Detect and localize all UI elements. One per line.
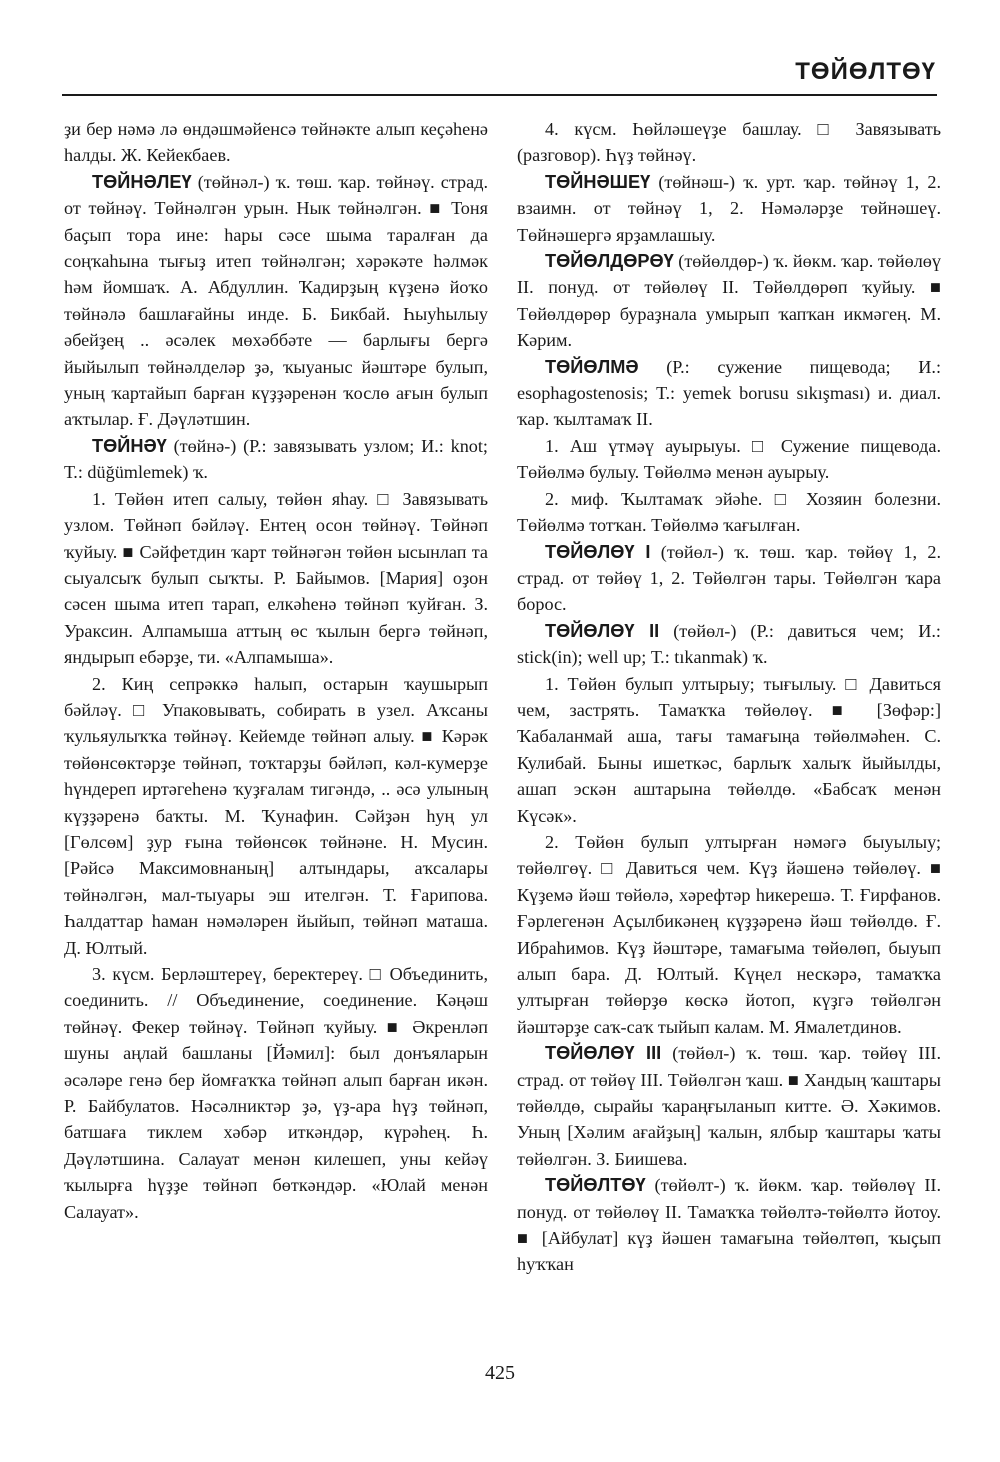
right-column: [517, 116, 941, 1278]
dictionary-entry: [517, 169, 941, 248]
entry-body: (төйөл-) ҡ. төш. ҡар. төйөү III. страд. от төйөү III. Төйөлгән ҡаш. ■ Хандың ҡаштары төйөлдө, сырайы ҡараңғыланып китте. Ә. Хәкимов. Уның [Хәлим ағайҙың] ҡалын, ялбыр ҡаштары ҡаты төйөлгән. З. Биишева.: [517, 1043, 941, 1169]
left-column: [64, 116, 488, 1225]
entry-body: (төйөлт-) ҡ. йөкм. ҡар. төйөлөү II. понуд. от төйөлөү II. Тамаҡҡа төйөлтә-төйөлтә йотоу. ■ [Айбулат] күҙ йәшен тамағына төйөлтөп, ҡыҫып һуҡҡан: [517, 1175, 941, 1275]
header-rule: [62, 94, 937, 96]
entry-sense: 1. Аш үтмәү ауырыуы. □ Сужение пищевода. Төйөлмә булыу. Төйөлмә менән ауырыу.: [517, 435, 941, 483]
entry-body: (төйөл-) ҡ. төш. ҡар. төйөү 1, 2. страд. от төйөү 1, 2. Төйөлгән тары. Төйөлгән ҡара борос.: [517, 541, 941, 615]
dictionary-entry: [517, 1040, 941, 1172]
entry-headword: ТӨЙНӘЛЕҮ: [92, 171, 192, 192]
running-head: ТӨЙӨЛТӨҮ: [795, 58, 936, 85]
entry-body: (төйнә-) (Р.: завязывать узлом; И.: knot; Т.: düğümlemek) ҡ.: [64, 435, 488, 483]
entry-headword: ТӨЙНӘШЕҮ: [545, 171, 651, 192]
entry-headword: ТӨЙӨЛМӘ: [545, 356, 639, 377]
dictionary-entry: [64, 433, 488, 486]
continued-text: ҙи бер нәмә лә өндәшмәйенсә төйнәкте алып кеҫәһенә һалды. Ж. Кейекбаев.: [64, 119, 488, 166]
entry-sense: 3. күсм. Берләштереү, беректереү. □ Объединить, соединить. // Объединение, соединение. Кәңәш төйнәү. Фекер төйнәү. Төйнәп ҡуйыу. ■ Әкренләп шуны аңлай башланы [Йәмил]: был донъяларын әсәләре генә бер йомғаҡҡа төйнәп алып барған икән. Р. Байбулатов. Нәсәлниктәр ҙә, үҙ-ара һүҙ төйнәп, батшаға тиклем хәбәр иткәндәр, күрәһең. Һ. Дәүләтшина. Салауат менән килешеп, уны кейәү ҡылырға һүҙҙе төйнәп бөткәндәр. «Юлай менән Салауат».: [64, 964, 488, 1222]
dictionary-entry: [64, 169, 488, 433]
entry-body: (төйөлдөр-) ҡ. йөкм. ҡар. төйөлөү II. понуд. от төйөлөү II. Төйөлдөрөп ҡуйыу. ■ Төйөлдөрөр бураҙнала умырып ҡапҡан икмәгең. М. Кәрим.: [517, 251, 941, 351]
dictionary-entry: [517, 248, 941, 354]
entry-headword: ТӨЙНӘҮ: [92, 435, 167, 456]
entry-sense: 1. Төйөн итеп салыу, төйөн яһау. □ Завязывать узлом. Төйнәп бәйләү. Ентең осон төйнәү. Төйнәп ҡуйыу. ■ Сәйфетдин ҡарт төйнәгән төйөн ысынлап та сыуалсыҡ булып сыҡты. Р. Байымов. [Мария] оҙон сәсен шыма итеп тарап, елкәһенә төйнәп ҡуйған. З. Ураксин. Алпамыша аттың өс ҡылын бергә төйнәп, яндырып ебәрҙе, ти. «Алпамыша».: [64, 488, 488, 668]
dictionary-entry: [517, 539, 941, 618]
entry-sense: 2. Киң сепрәккә һалып, остарын ҡаушырып бәйләү. □ Упаковывать, собирать в узел. Аҡсаны ҡульяулыҡҡа төйнәү. Кейемде төйнәп алыу. ■ Кәрәк төйөнсөктәрҙе төйнәп, тоҡтарҙы бәйләп, кәл-кумерҙе һүндереп иртәгеһенә ҡуҙғалам тигәндә, .. әсә улының күҙҙәренә баҡты. М. Ҡунафин. Сәйҙән һуң ул [Гөлсөм] ҙур ғына төйөнсөк төйнәне. Н. Мусин. [Рәйсә Максимовнаның] алтындары, аҡсалары төйнәлгән, мал-тыуары эш ителгән. Т. Ғарипова. Һалдаттар һаман нәмәләрен йыйып, төйнәп маташа. Д. Юлтый.: [64, 673, 488, 958]
entry-headword: ТӨЙӨЛӨҮ II: [545, 620, 660, 641]
entry-body: (төйөл-) (Р.: давиться чем; И.: stick(in); well up; Т.: tıkanmak) ҡ.: [517, 620, 941, 668]
entry-headword: ТӨЙӨЛӨҮ I: [545, 541, 651, 562]
entry-body: (төйнәш-) ҡ. урт. ҡар. төйнәү 1, 2. взаимн. от төйнәү 1, 2. Нәмәләрҙе төйнәшеү. Төйнәшергә ярҙамлашыу.: [517, 171, 941, 245]
entry-body: (төйнәл-) ҡ. төш. ҡар. төйнәү. страд. от төйнәү. Төйнәлгән урын. Нык төйнәлгән. ■ Тоня баҫып тора ине: һары сәсе шыма таралған да соңҡаһына тығыҙ итеп төйнәлгән; хәрәкәте һәлмәк һәм йомшаҡ. А. Абдуллин. Ҡадирҙың күҙенә йоҡо төйнәлә башлағайны инде. Б. Бикбай. Һыуһылыу әбейҙең .. әсәлек мөхәббәте — барлығы бергә йыйылып төйнәлделәр ҙә, ҡыуаныс йәштәре булып, уның ҡартайып барған күҙҙәренән ҡослө ағын булып аҡтылар. Ғ. Дәүләтшин.: [64, 171, 488, 430]
entry-headword: ТӨЙӨЛДӨРӨҮ: [545, 251, 674, 272]
entry-sense: 2. Төйөн булып ултырған нәмәгә быуылыу; төйөлгөү. □ Давиться чем. Күҙ йәшенә төйөлөү. ■ Күҙемә йәш төйөлә, хәрефтәр һикерешә. Т. Ғирфанов. Ғәрлегенән Аҫылбикәнең күҙҙәренә йәш төйөлдө. Ғ. Ибраһимов. Күҙ йәштәре, тамағыма төйөлөп, быуып алып бара. Д. Юлтый. Күңел нескәрә, тамаҡҡа ултырған төйөрҙө көскә йотоп, күҙгә төйөлгән йәштәрҙе саҡ-саҡ тыйып калам. М. Ямалетдинов.: [517, 831, 941, 1037]
dictionary-entry: [517, 1172, 941, 1278]
entry-headword: ТӨЙӨЛТӨҮ: [545, 1175, 646, 1196]
entry-body: (Р.: сужение пищевода; И.: esophagostenosis; Т.: yemek borusu sıkışması) и. диал. ҡар. ҡылтамаҡ II.: [517, 356, 941, 430]
entry-sense: 2. миф. Ҡылтамаҡ эйәһе. □ Хозяин болезни. Төйөлмә тотҡан. Төйөлмә ҡағылған.: [517, 488, 941, 536]
entry-headword: ТӨЙӨЛӨҮ III: [545, 1043, 662, 1064]
dictionary-entry: [517, 618, 941, 671]
entry-sense: 1. Төйөн булып ултырыу; тығылыу. □ Давиться чем, застрять. Тамаҡҡа төйөлөү. ■ [Зөфәр:] Ҡабаланмай аша, тағы тамағыңа төйөлмәһен. С. Кулибай. Быны ишеткәс, барлыҡ халыҡ йыйылды, ашап эскән аштарына төйөлдө. «Бабсаҡ менән Күсәк».: [517, 673, 941, 826]
dictionary-entry: [517, 354, 941, 433]
entry-sense: 4. күсм. Һөйләшеүҙе башлау. □ Завязывать (разговор). Һүҙ төйнәү.: [517, 119, 941, 166]
page-number: 425: [485, 1362, 515, 1384]
